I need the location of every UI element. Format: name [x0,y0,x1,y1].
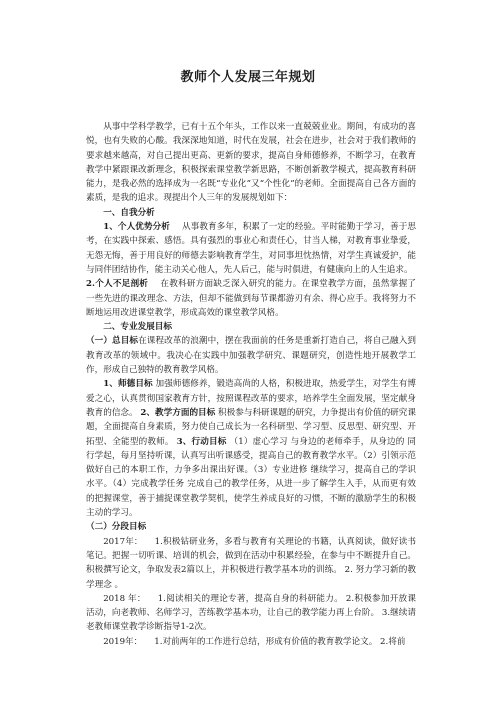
text-action-goal-1: （1）虚心学习 与身边的老师牵手，从身边的 同行学起，每月坚持听课，认真写出听课感受，提高自己的教育教学水平。 [86,436,417,461]
paragraph-2018 [86,592,416,635]
text-2017: 1.积极钻研业务，多看与教育有关理论的书籍，认真阅读，做好读书笔记。把握一切听课、培训的机会，做到在活动中积累经验，在参与中不断提升自己。积极撰写论文，争取发表2篇以上，并积极进行教学基本功的训练。 2. 努力学习新的教学理念 。 [86,536,416,590]
text-weaknesses: 在教科研方面缺乏深入研究的能力。在课堂教学方面，虽然掌握了一些先进的课改理念、方法，但却不能做到每节课都游刃有余、得心应手。我将努力不断地运用改进课堂教学，形成高效的课堂教学风格。 [86,279,416,318]
label-action-goal: 3、行动目标 [176,436,227,447]
text-action-goal-3: （3）专业进修 继续学习，提高自己的学识水平。 [86,465,416,490]
paragraph-2017 [86,535,416,592]
year-2019: 2019年： [103,636,143,647]
intro-paragraph: 从事中学科学教学，已有十五个年头，工作以来一直兢兢业业。期间，有成功的喜悦，也有失败的心酸。我深深地知道，时代在发展，社会在进步，社会对于我们教师的要求越来越高，对自己提出更高、更新的要求，提高自身师德修养，不断学习，在教育教学中紧跟课改新理念，积极探索课堂教学新思路，不断创新教学模式，提高教育科研能力，是我必然的选择成为一名既“专业化”又“个性化”的老师。全面提高自己各方面的素质，是我的追求。现提出个人三年的发展规划如下： [86,122,416,204]
section-heading-self-analysis: 一、自我分析 [103,207,155,218]
year-2018: 2018 年： [103,593,146,604]
section-heading-goals: 二、专业发展目标 [103,322,172,333]
label-strengths: 1、个人优势分析 [103,222,170,233]
page-title: 教师个人发展三年规划 [180,70,316,85]
paragraph-2019 [86,635,416,649]
paragraph-weaknesses [86,277,416,320]
label-stage-goals: （二）分段目标 [86,522,147,533]
label-teaching-goal: 2、教学方面的目标 [140,407,216,418]
document-body [86,120,416,649]
paragraph-overall-goal [86,334,416,377]
text-teaching-goal: 积极参与科研课题的研究，力争提出有价值的研究课题，全面提高自身素质，努力使自己成长为一名科研型、学习型、反思型、研究型、开拓型、全能型的教师。 [86,407,416,447]
text-ethics-goal: 加强师德修养，锻造高尚的人格，积极进取，热爱学生，对学生有博爱之心，认真贯彻国家教育方针，按照课程改革的要求，培养学生全面发展，坚定献身教育的信念。 [86,379,416,418]
text-2019: 1.对前两年的工作进行总结，形成有价值的教育教学论文。 2.将前 [154,636,406,647]
text-action-goal-4: （4）完成教学任务 完成自己的教学任务，从进一步了解学生入手，从而更有效的把握课堂，善于捕捉课堂教学契机，使学生养成良好的习惯，不断的激励学生的积极主动的学习。 [86,479,416,519]
text-overall-goal: 在课程改革的浪潮中，摆在我面前的任务是重新打造自己，将自己融入到教育改革的领域中。我决心在实践中加强教学研究、课题研究，创造性地开展教学工作，形成自己独特的教育教学风格。 [86,336,416,376]
paragraph-strengths [86,220,416,277]
label-overall-goal: （一）总目标 [86,336,139,347]
label-weaknesses: 2.个人不足剖析 [86,279,149,290]
paragraph-ethics-goal [86,377,416,520]
year-2017: 2017年： [103,536,143,547]
text-2018: 1.阅读相关的理论专著，提高自身的科研能力。 2.积极参加开放课活动，向老教师、名师学习，苦练教学基本功，让自己的教学能力再上台阶。 3.继续请老教师课堂教学诊断指导1-2次。 [86,593,416,633]
text-strengths: 从事教育多年，积累了一定的经验。平时能勤于学习，善于思考，在实践中探索、感悟。具有强烈的事业心和责任心，甘当人梯，对教育事业挚爱，无怨无悔，善于用良好的师德去影响教育学生，对同事坦忱热情，对学生真诚爱护，能与同伴团结协作，能主动关心他人，先人后己，能与时俱进，有健康向上的人生追求。 [86,222,416,275]
text-action-goal-2: （2）引领示范 做好自己的本职工作，力争多出课出好课。 [86,450,416,476]
label-ethics-goal: 1、师德目标 [103,379,153,390]
